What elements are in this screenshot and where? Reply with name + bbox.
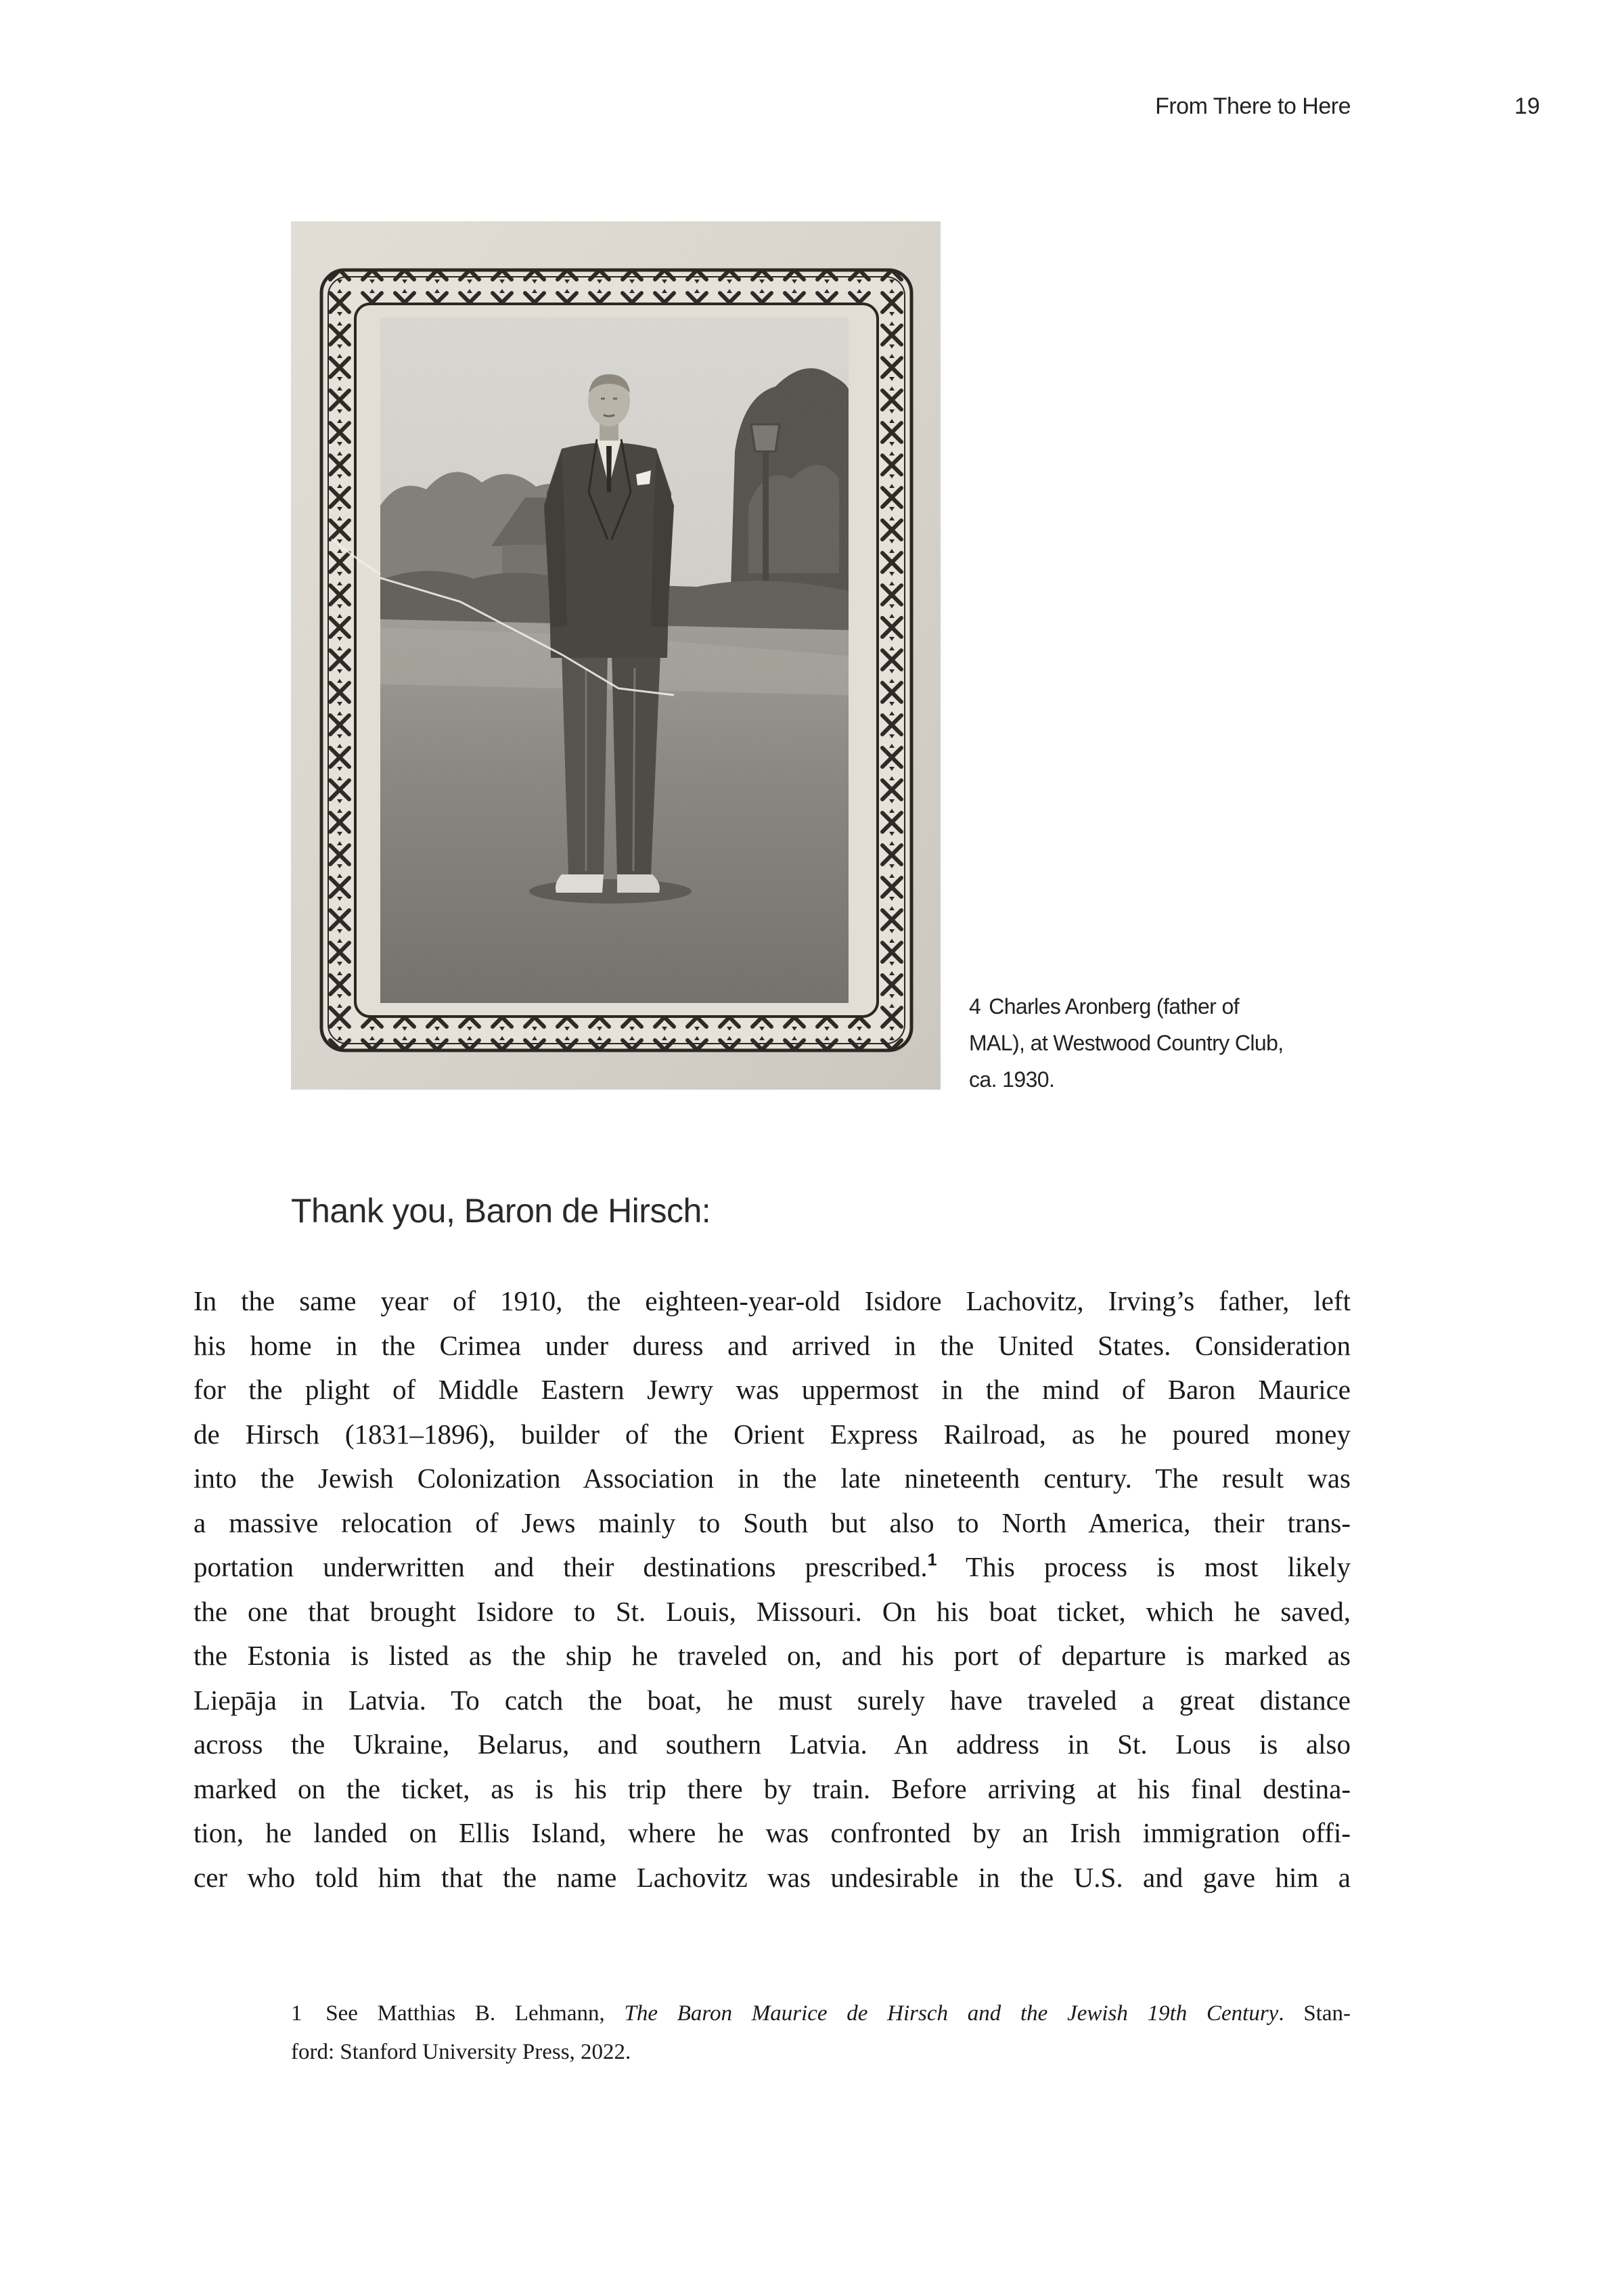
body-line: In the same year of 1910, the eighteen-year-old Isidore Lachovitz, Irving’s father, left [194, 1285, 1351, 1316]
body-line: for the plight of Middle Eastern Jewry was uppermost in the mind of Baron Maurice [194, 1374, 1351, 1405]
body-line: a massive relocation of Jews mainly to South but also to North America, their trans- [194, 1507, 1351, 1538]
photograph-image [291, 221, 941, 1090]
body-line [194, 1545, 1351, 1590]
footnote-text: See Matthias B. Lehmann, [325, 2001, 625, 2026]
section-heading: Thank you, Baron de Hirsch: [291, 1192, 711, 1230]
footnote-line: ford: Stanford University Press, 2022. [291, 2040, 631, 2064]
body-text [194, 1279, 1351, 1900]
body-line-text: portation underwritten and their destinations prescribed. [194, 1551, 928, 1582]
caption-line: MAL), at Westwood Country Club, [969, 1031, 1284, 1055]
photo-scene [374, 317, 850, 1003]
footnote-book-title: The Baron Maurice de Hirsch and the Jewish 19th Century [624, 2001, 1279, 2026]
footnote [291, 1995, 1351, 2072]
caption-line [969, 988, 1351, 1025]
footnote-text: . Stan- [1278, 2001, 1351, 2026]
body-line: marked on the ticket, as is his trip there by train. Before arriving at his final destina- [194, 1773, 1351, 1804]
footnote-reference[interactable]: 1 [927, 1551, 937, 1569]
body-line: his home in the Crimea under duress and arrived in the United States. Consideration [194, 1329, 1351, 1361]
caption-line: ca. 1930. [969, 1067, 1055, 1092]
body-line: tion, he landed on Ellis Island, where he was confronted by an Irish immigration offi- [194, 1817, 1351, 1848]
figure-number: 4 [969, 994, 981, 1019]
figure-caption [969, 988, 1351, 1098]
body-line: de Hirsch (1831–1896), builder of the Orient Express Railroad, as he poured money [194, 1418, 1351, 1450]
body-line: the one that brought Isidore to St. Louis, Missouri. On his boat ticket, which he saved, [194, 1595, 1351, 1627]
body-line-text: This process is most likely [937, 1551, 1351, 1582]
body-line: cer who told him that the name Lachovitz was undesirable in the U.S. and gave him a [194, 1861, 1351, 1893]
body-line: the Estonia is listed as the ship he traveled on, and his port of departure is marked as [194, 1640, 1351, 1671]
caption-text: Charles Aronberg (father of [989, 994, 1239, 1019]
footnote-number: 1 [291, 2001, 302, 2026]
body-line: into the Jewish Colonization Association in the late nineteenth century. The result was [194, 1463, 1351, 1494]
body-line: Liepāja in Latvia. To catch the boat, he must surely have traveled a great distance [194, 1684, 1351, 1716]
page-number: 19 [1514, 93, 1540, 119]
running-title: From There to Here [1155, 93, 1351, 119]
body-line: across the Ukraine, Belarus, and southern Latvia. An address in St. Lous is also [194, 1729, 1351, 1760]
footnote-line [291, 1995, 1351, 2033]
photograph [291, 221, 941, 1090]
